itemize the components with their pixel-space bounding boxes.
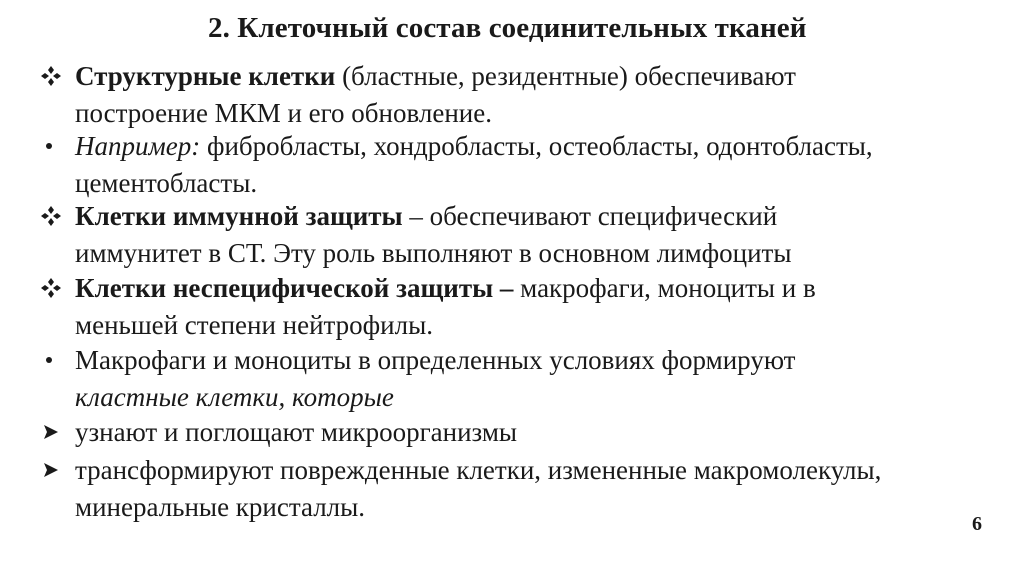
list-item-line: кластные клетки, которые <box>75 382 394 412</box>
slide-title: 2. Клеточный состав соединительных тканей <box>208 12 807 44</box>
list-item-line: Клетки иммунной защиты – обеспечивают специфический <box>75 201 778 231</box>
diamond-bullet-icon <box>34 58 68 94</box>
list-item-line: трансформируют поврежденные клетки, измененные макромолекулы, <box>75 455 882 485</box>
list-item-line: иммунитет в СТ. Эту роль выполняют в основном лимфоциты <box>75 238 792 268</box>
round-bullet-icon <box>34 128 68 164</box>
list-item-line: Структурные клетки (бластные, резидентные) обеспечивают <box>75 61 796 91</box>
list-item <box>34 198 994 272</box>
list-item <box>34 58 994 132</box>
list-item-line: Например: фибробласты, хондробласты, остеобласты, одонтобласты, <box>75 131 873 161</box>
arrow-bullet-icon <box>34 452 68 488</box>
list-item <box>34 128 994 202</box>
list-item-line: меньшей степени нейтрофилы. <box>75 310 433 340</box>
list-item <box>34 270 994 344</box>
list-item <box>34 342 994 416</box>
page-number: 6 <box>972 513 982 535</box>
list-item-line: Клетки неспецифической защиты – макрофаги, моноциты и в <box>75 273 816 303</box>
list-item-line: Макрофаги и моноциты в определенных условиях формируют <box>75 345 796 375</box>
list-item <box>34 414 994 451</box>
list-item-line: цементобласты. <box>75 168 258 198</box>
list-item <box>34 452 994 526</box>
list-item-line: узнают и поглощают микроорганизмы <box>75 417 518 447</box>
arrow-bullet-icon <box>34 414 68 450</box>
round-bullet-icon <box>34 342 68 378</box>
list-item-line: построение МКМ и его обновление. <box>75 98 492 128</box>
diamond-bullet-icon <box>34 198 68 234</box>
list-item-line: минеральные кристаллы. <box>75 492 366 522</box>
diamond-bullet-icon <box>34 270 68 306</box>
